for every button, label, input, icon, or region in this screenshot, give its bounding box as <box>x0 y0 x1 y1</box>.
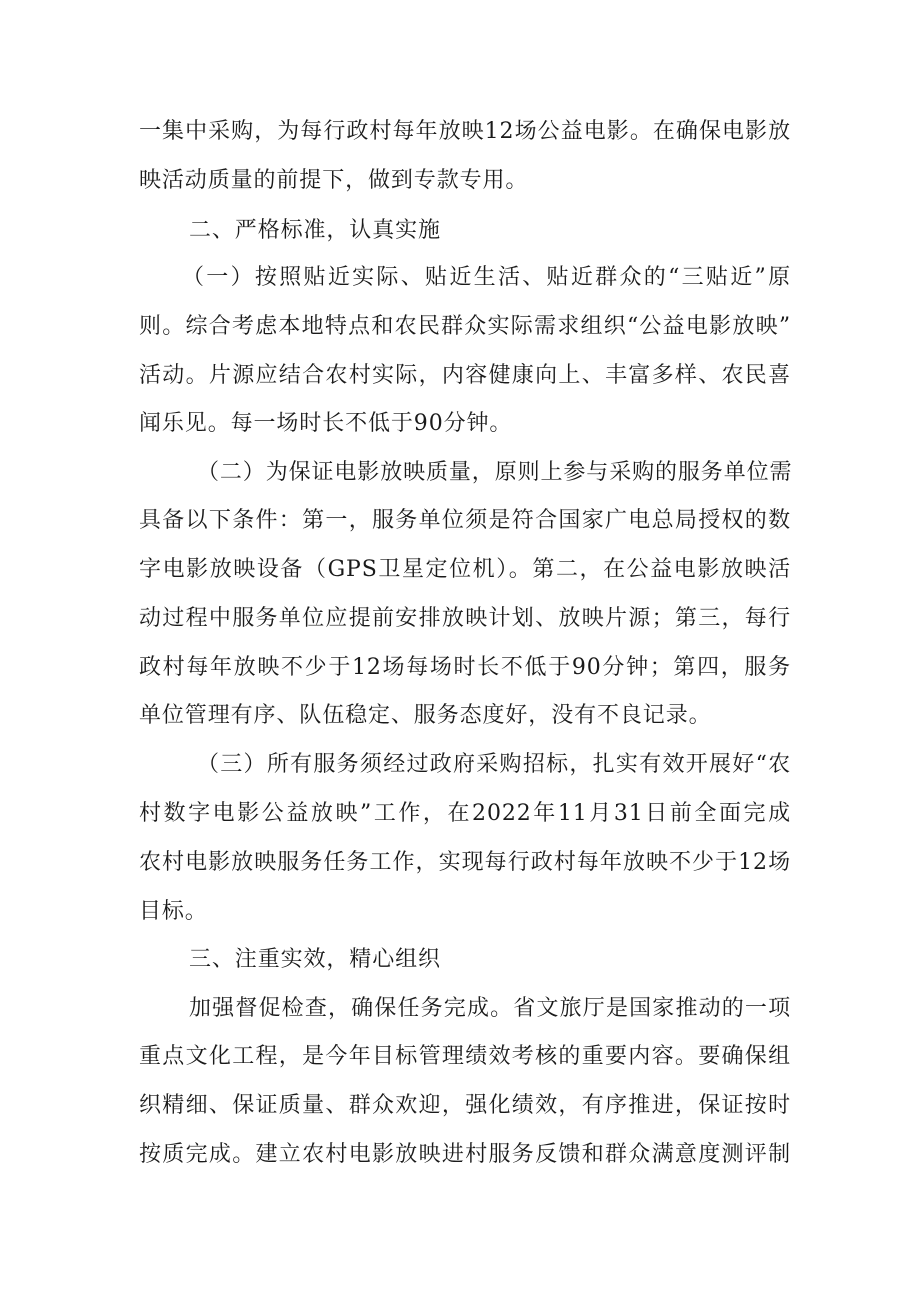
paragraph-line: 动过程中服务单位应提前安排放映计划、放映片源；第三，每行 <box>139 606 791 631</box>
paragraph-line: 加强督促检查，确保任务完成。省文旅厅是国家推动的一项 <box>189 996 791 1021</box>
paragraph-line: 织精细、保证质量、群众欢迎，强化绩效，有序推进，保证按时 <box>139 1093 791 1118</box>
section-heading: 二、严格标准，认真实施 <box>189 218 441 243</box>
paragraph-line: （二）为保证电影放映质量，原则上参与采购的服务单位需 <box>197 460 793 485</box>
paragraph-line: 政村每年放映不少于12场每场时长不低于90分钟；第四，服务 <box>139 655 791 680</box>
paragraph-line: （三）所有服务须经过政府采购招标，扎实有效开展好“农 <box>197 752 791 777</box>
paragraph-line: 村数字电影公益放映”工作，在2022年11月31日前全面完成 <box>139 801 791 826</box>
paragraph-line: （一）按照贴近实际、贴近生活、贴近群众的“三贴近”原 <box>182 265 791 290</box>
paragraph-line: 目标。 <box>139 899 208 924</box>
paragraph-line: 活动。片源应结合农村实际，内容健康向上、丰富多样、农民喜 <box>139 363 791 388</box>
paragraph-line: 一集中采购，为每行政村每年放映12场公益电影。在确保电影放 <box>139 119 791 144</box>
paragraph-line: 闻乐见。每一场时长不低于90分钟。 <box>139 411 513 436</box>
section-heading: 三、注重实效，精心组织 <box>189 947 441 972</box>
paragraph-line: 单位管理有序、队伍稳定、服务态度好，没有不良记录。 <box>139 703 712 728</box>
paragraph-line: 字电影放映设备（GPS卫星定位机）。第二，在公益电影放映活 <box>139 557 791 582</box>
paragraph-line: 则。综合考虑本地特点和农民群众实际需求组织“公益电影放映” <box>139 314 791 339</box>
paragraph-line: 具备以下条件：第一，服务单位须是符合国家广电总局授权的数 <box>139 508 791 533</box>
paragraph-line: 映活动质量的前提下，做到专款专用。 <box>139 168 529 193</box>
paragraph-line: 按质完成。建立农村电影放映进村服务反馈和群众满意度测评制 <box>139 1142 791 1167</box>
paragraph-line: 农村电影放映服务任务工作，实现每行政村每年放映不少于12场 <box>139 850 791 875</box>
paragraph-line: 重点文化工程，是今年目标管理绩效考核的重要内容。要确保组 <box>139 1044 791 1069</box>
